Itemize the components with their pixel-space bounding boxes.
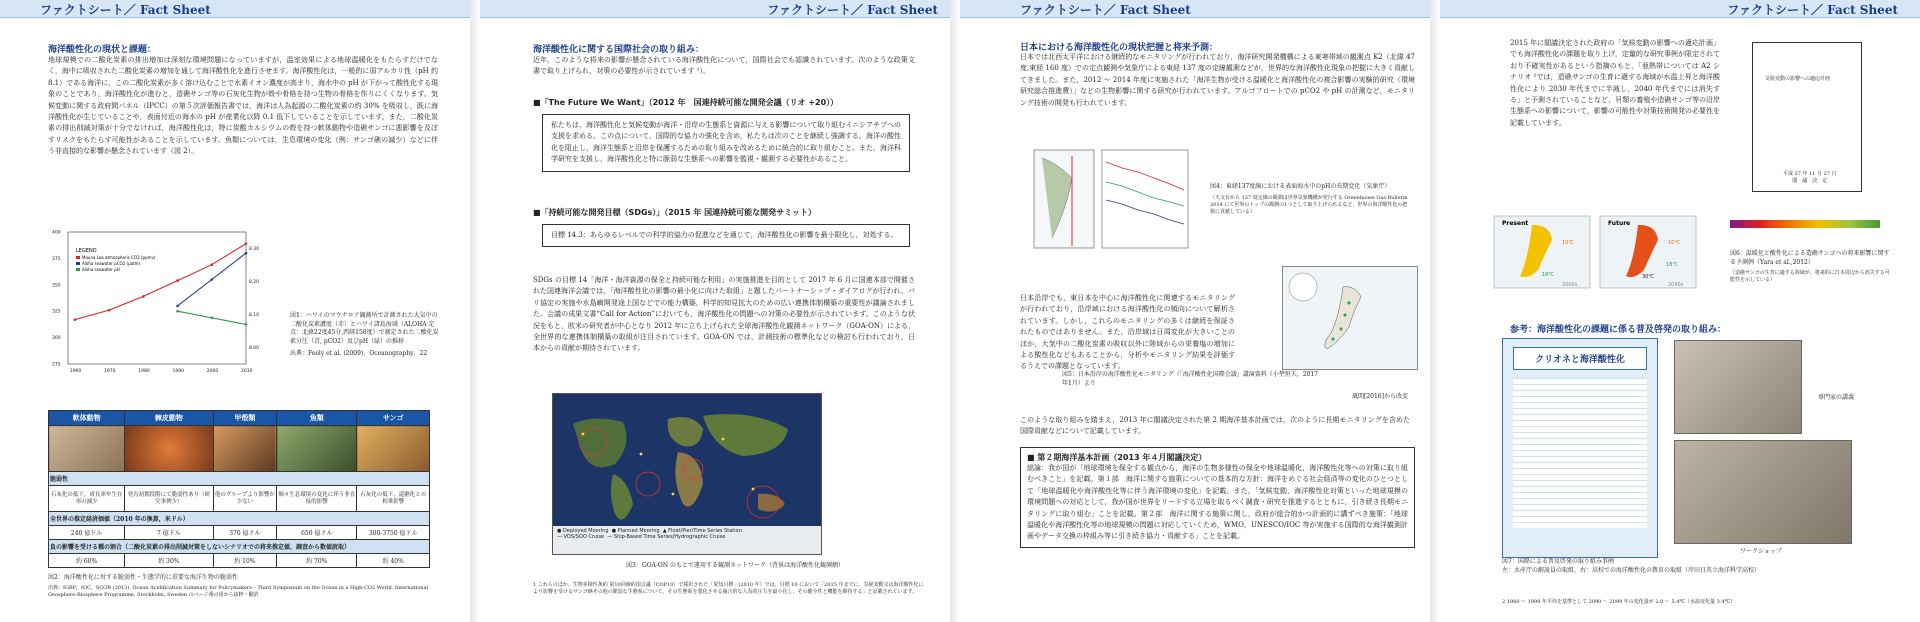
table-cell: 約 60% (49, 554, 125, 568)
table-header: 魚類 (277, 411, 357, 426)
footnote: 2 1980 ～ 1999 年平均を基準として 2090 ～ 2099 年の変化量が 2.0 ～ 5.4℃（水温変化量 3.4℃） (1502, 599, 1736, 605)
table-cell: 約 40% (357, 554, 430, 568)
map-source: 風間[2016]から改変 (1352, 393, 1408, 400)
adaptation-plan-cover (1752, 42, 1862, 192)
table-cell: 個々生息環境の変化に伴う非直接的影響 (277, 486, 357, 512)
co2-ph-chart (46, 228, 276, 388)
figure-1-caption: 図1：ハワイのマウナロア観測所で計測された大気中の二酸化炭素濃度（赤）とハワイ諸島海域（ALOHA 定点：北緯22度45分,西経158度）で測定された二酸化炭素分圧（青, pCO2）及びpH（緑）の推移 出典：Feely et al. (2009)，Oceanography，22 (290, 312, 439, 357)
map-legend-item: — VOS/SOO Cruise (557, 534, 605, 540)
header-bar (960, 0, 1440, 18)
page-2 (480, 0, 960, 622)
x-tick-label: 2010 (241, 369, 253, 374)
lecture-photo (1674, 340, 1802, 434)
workshop-photo (1674, 440, 1852, 544)
ph-trend-chart (1032, 148, 1192, 252)
legend-item: Mauna Loa atmospheric CO2 (ppmv) (82, 255, 156, 260)
legend-title: LEGEND (76, 248, 97, 254)
header-label: ファクトシート／ Fact Sheet (1727, 3, 1898, 17)
table-section: 負の影響を受ける種の割合（二酸化炭素の排出削減対策をしないシナリオでの将来推定値，調査から数値読取） (49, 540, 430, 554)
subheading: ■「持続可能な開発目標（SDGs）」（2015 年 国連持続可能な開発サミット） (533, 208, 816, 217)
y-tick-label: 325 (52, 309, 61, 315)
header-label: ファクトシート／ Fact Sheet (40, 3, 211, 17)
footnote: 1 これらのほか，生物多様性条約 第10回締約国会議（COP10）で採択された「愛知目標」(2010 年）では，目標 10 において「2015 年までに，気候変動又は海洋酸性化により影響を受けるサンゴ礁その他の脆弱な生態系について，その生態系を悪化させる複合的な人為的圧力を最小化し，その健全性と機能を維持する」と記載されています。 (533, 582, 924, 595)
section-heading: 海洋酸性化の現状と課題： (48, 45, 157, 55)
box-body: 総論：我が国が「地球環境を保全する観点から，海洋の生物多様性の保全や地球温暖化，海洋酸性化等への対策に取り組むべきこと」を記載。第１部 海洋に関する施策についての基本的な方針：海洋をめぐる社会経済等の変化のひとつとして「地球温暖化や海洋酸性化等に伴う海洋環境の変化」を記載。また，「気候変動，海洋酸性化対策といった地球規模の環境問題への対応として，我が国が世界をリードする立場を取るべく調査・研究を推進するとともに，引き続き長期モニタリングに取り組む」ことを記載。第２部 海洋に関する施策に関し，政府が総合的かつ計画的に講ずべき施策：「地球温暖化や海洋酸性化等の地球規模の問題に対応していくため，WMO，UNESCO/IOC 等が実施する国際的な海洋観測計画やデータ交換の枠組み等に引き続き協力・貢献する」ことを記載。 (1027, 464, 1408, 541)
y-right-tick-label: 8.00 (249, 346, 260, 351)
fish-photo (277, 426, 357, 472)
legend-item: Aloha seawater pCO2 (µatm) (82, 261, 141, 266)
x-tick-label: 1960 (69, 369, 82, 374)
japan-monitoring-map (1282, 266, 1418, 370)
section-heading: 参考：海洋酸性化の課題に係る普及啓発の取り組み： (1510, 325, 1727, 335)
cover-title: 気候変動の影響への適応計画 (1765, 76, 1831, 82)
body-text: このような取り組みを踏まえ，2013 年に閣議決定された第 2 期海洋基本計画では，次のように長期モニタリングを含めた国際貢献などについて記載しています。 (1020, 416, 1410, 436)
header-label: ファクトシート／ Fact Sheet (1020, 3, 1191, 17)
table-header: 棘皮動物 (125, 411, 213, 426)
y-right-tick-label: 8.10 (249, 313, 260, 318)
table-cell: 650 億ドル (277, 526, 357, 540)
map-legend-item: ▲ Float/Pier/Time Series Station (662, 528, 742, 534)
echinoderm-photo (125, 426, 213, 472)
table-header: 軟体動物 (49, 411, 125, 426)
color-scale (1730, 220, 1880, 228)
table-cell: 他のグループより影響が少ない (213, 486, 277, 512)
x-tick-label: 1980 (138, 369, 150, 374)
mollusk-photo (49, 426, 125, 472)
figure-4-caption: 図4：東経137度線における表面海水中のpHの長期変化（気象庁） （天文台から 137 度定線の観測は世界気象機構が発行する Greenhouse Gas Bulletin 2014 にて世界のトップの観測の1つとして取り上げられるなど，世界の海洋酸性化の把握に貢献している） (1210, 183, 1408, 215)
body-text: 日本沿岸でも，東日本を中心に海洋酸性化に関連するモニタリングが行われており，沿岸域における海洋酸性化の傾向について解析されています。しかし，これらのモニタリングの多くは継続を保証されたものではありません。また，沿岸域は日周変化が大きいことのほか，大気中の二酸化炭素の吸収以外に陸域からの栄養塩の増加による酸性化などもあることから，分析やモニタリング結果を評価するうえでの課題となっています。 (1020, 294, 1235, 371)
temp-label: 30℃ (1642, 274, 1654, 280)
header-bar (0, 0, 480, 18)
subheading: ■「The Future We Want」（2012 年 国連持続可能な開発会議（リオ +20）） (533, 98, 839, 107)
coral-prediction-maps (1492, 210, 1702, 290)
page-4 (1440, 0, 1920, 622)
table-cell: 約 30% (125, 554, 213, 568)
table-section: 脆弱性 (49, 472, 430, 486)
figure-5-caption: 図5：日本沿岸の海洋酸性化モニタリング（「海洋酸性化国際会議」講演資料（小埜恒夫，2017年1月）より (1062, 371, 1318, 387)
vulnerability-table (48, 410, 430, 568)
map-legend-item: — Ship-Based Time Series/Hydrographic Cruise (607, 534, 726, 540)
poster-title: クリオネと海洋酸性化 (1513, 347, 1647, 370)
table-section: 全世界の推定経済価値（2010 年の換算，米ドル） (49, 512, 430, 526)
year-label: 2000s (1562, 282, 1578, 288)
table-cell: 発育初期段階にて脆弱性あり（研究事例少） (125, 486, 213, 512)
table-cell: 石灰化の低下，成長率や生存率の減少 (49, 486, 125, 512)
coral-photo (357, 426, 430, 472)
ocean-plan-box (1020, 447, 1415, 548)
map-legend-item: ● Deployed Mooring (557, 528, 609, 534)
section-heading: 日本における海洋酸性化の現状把握と将来予測： (1020, 43, 1219, 53)
header-bar (480, 0, 960, 18)
table-header: 甲殻類 (213, 411, 277, 426)
body-text: 地球規模での二酸化炭素の排出増加は深刻な環境問題になっていますが，温室効果による地球温暖化をもたらすだけでなく，海中に吸収された二酸化炭素の増加を通して海洋酸性化を進行させます。海洋酸性化は，一般的に弱アルカリ性（pH 約 8.1）である海洋に，この二酸化炭素が多く溶け込むことで水素イオン濃度が高まり，海水中の pH が下がって酸性化する現象のことであり，海洋酸性化が進むと，造礁サンゴ等の石灰化生物が殻や骨格を持つ生物の骨格を作りにくくなります。気候変動に関する政府間パネル（IPCC）の第５次評価報告書では，海洋は人為起源の二酸化炭素の約 30% を吸収し，既に海洋酸性化が生じていることや，表面付近の海水の pH が産業化以降 0.1 低下していることを示しています。また，二酸化炭素の排出削減対策が十分でなければ，海洋酸性化は，特に炭酸カルシウムの殻を持つ軟体動物や造礁サンゴに悪影響を及ぼすリスクをもたらす可能性があることを示しています。魚類については，生息環境の変化（例：サンゴ礁の減少）などに伴う非直接的な影響が懸念されています（図 2）。 (48, 56, 438, 156)
photo-label: 専門家の講義 (1818, 394, 1855, 401)
x-tick-label: 1990 (172, 369, 184, 374)
world-map (552, 393, 822, 555)
table-caption: 図2：海洋酸性化に対する脆弱性・生態学的に重要な海洋生物の脆弱性 出典：IGBP，IOC，SCOR (2013). Ocean Acidification Summary for Policymakers – Third Symposium on the Ocean in a High-CO2 World. International Geosphere-Biosphere Programme, Stockholm, Sweden のページ番の図から抜粋・翻訳 (48, 574, 429, 598)
photo-label: ワークショップ (1740, 548, 1782, 555)
figure-3-caption: 図3：GOA-ON のもとで運用する観測ネットワーク（背景は海洋酸性化観測網） (626, 562, 844, 569)
figure-6-caption: 図6：温暖化と酸性化による造礁サンゴへの将来影響に関する予測例（Yara et al.,2012） （造礁サンゴの生育に適する海域が，将来的に日本周辺から消失する可能性を示している） (1730, 250, 1890, 283)
table-cell: 300-3750 億ドル (357, 526, 430, 540)
quote-box: 目標 14.3：あらゆるレベルでの科学的協力の促進などを通じて，海洋酸性化の影響を最小限化し，対処する。 (542, 224, 910, 247)
y-tick-label: 350 (52, 283, 61, 289)
legend-item: Aloha seawater pH (82, 267, 120, 272)
map-label: Present (1502, 220, 1529, 227)
crustacean-photo (213, 426, 277, 472)
y-right-tick-label: 8.30 (249, 247, 260, 252)
temp-label: 18℃ (1542, 272, 1554, 278)
year-label: 2090s (1668, 282, 1684, 288)
quote-box: 私たちは，海洋酸性化と気候変動が海洋・沿岸の生態系と資源に与える影響について取り組むイニシアチブへの支援を求める。この点について，国際的な協力の強化を含め，私たちは次のことを継続し強調する。海洋の酸性化を阻止し，海洋生態系と沿岸を保護するための取り組みを改めるために統合的に取り組むこと。また，海洋科学研究を支援し，海洋酸性化と特に脆弱な生態系への影響を監視・観測する必要性があること。 (542, 114, 910, 172)
table-cell: 石灰化の低下，還礁化との相乗影響 (357, 486, 430, 512)
body-text: 2015 年に閣議決定された政府の「気候変動の影響への適応計画」でも海洋酸性化の課題を取り上げ，定量的な研究事例が限定されており不確実性があるという指摘のもと，「亜熱帯については A2 シナリオ ²では，造礁サンゴの生育に適する海域が水温上昇と海洋酸性化により 2030 年代までに半減し，2040 年代までには消失する」と予測されていることなど，貝類の養殖や造礁サンゴ等の沿岸生態系への影響について，影響の可能性や対策技術開発の必要性を記載しています。 (1510, 39, 1720, 127)
body-text: 日本では北西太平洋における継続的なモニタリングが行われており，海洋研究開発機構による東寒帯域の観測点 K2（北緯 47 度,東経 160 度）での定点観測や気象庁による東経 137 度の定線観測などが，世界的な海洋酸性化現象の把握に大きく貢献してきました。また，2012 ～ 2014 年度に実施された「海洋生物が受ける温暖化と海洋酸性化の複合影響の実験的研究（環境研究総合推進費）」などの生物影響に関する研究が行われています。アルゴフロートでの pCO2 や pH の計測など，モニタリング技術の開発も行われています。 (1020, 53, 1415, 107)
figure-7-caption: 図7：国際による普及啓発の取り組み事例 左：水産庁の解説員の取組，右：高校での海洋酸性化の教育の取組（岸田日英立海洋科学高校） (1502, 558, 1761, 574)
y-tick-label: 275 (52, 362, 61, 368)
y-right-tick-label: 8.20 (249, 280, 260, 285)
table-cell: 240 億ドル (49, 526, 125, 540)
table-cell: 370 億ドル (213, 526, 277, 540)
temp-label: 10℃ (1562, 240, 1574, 246)
table-cell: 約 10% (213, 554, 277, 568)
section-heading: 海洋酸性化に関する国際社会の取り組み： (533, 45, 705, 55)
page-1 (0, 0, 480, 622)
y-tick-label: 375 (52, 256, 61, 262)
table-cell: 約 70% (277, 554, 357, 568)
header-label: ファクトシート／ Fact Sheet (767, 3, 938, 17)
cover-date: 平成 27 年 11 月 27 日 閣 議 決 定 (1783, 171, 1837, 184)
body-text: 近年，このような将来の影響が懸念されている海洋酸性化について，国際社会でも認識されています。次のような政策文書で取り上げられ，対策の必要性が示されています ¹）。 (533, 56, 915, 76)
box-title: ■ 第２期海洋基本計画（2013 年４月閣議決定） (1027, 453, 1207, 462)
table-header: サンゴ (357, 411, 430, 426)
body-text: SDGs の目標 14「海洋・海洋資源の保全と持続可能な利用」の実施推進を目的として 2017 年 6 月に国連本部で開催された国連海洋会議では，「海洋酸性化の影響の最小化に向けた取組」と題したパートナーシップ・ダイアログが行われ，パリ協定の実施や水島嶼開発途上国などでの能力構築，科学的知見拡大のための広い連携体制構築の重要性が議論されました。会議の成果文書“Call for Action”においても，海洋酸性化の問題への対策の必要性が示されています。このような状況をもと，欧米の研究者が中心となり 2012 年に立ち上げられた全球海洋酸性化観測ネットワーク（GOA-ON）による，全世界的な連携体制構築の取組が注目されています。GOA-ON では，計測技術の標準化などの検討も行われており，日本からの貢献が期待されています。 (533, 276, 915, 353)
x-tick-label: 2000 (206, 369, 219, 374)
page-3 (960, 0, 1440, 622)
y-tick-label: 300 (52, 336, 61, 342)
x-tick-label: 1970 (104, 369, 116, 374)
temp-label: 18℃ (1666, 262, 1678, 268)
temp-label: 10℃ (1668, 240, 1680, 246)
header-bar (1440, 0, 1920, 18)
clione-poster (1502, 338, 1658, 558)
table-cell: 7 億ドル (125, 526, 213, 540)
map-legend-item: ● Planned Mooring (611, 528, 660, 534)
map-label: Future (1608, 220, 1631, 227)
y-tick-label: 400 (52, 230, 61, 236)
